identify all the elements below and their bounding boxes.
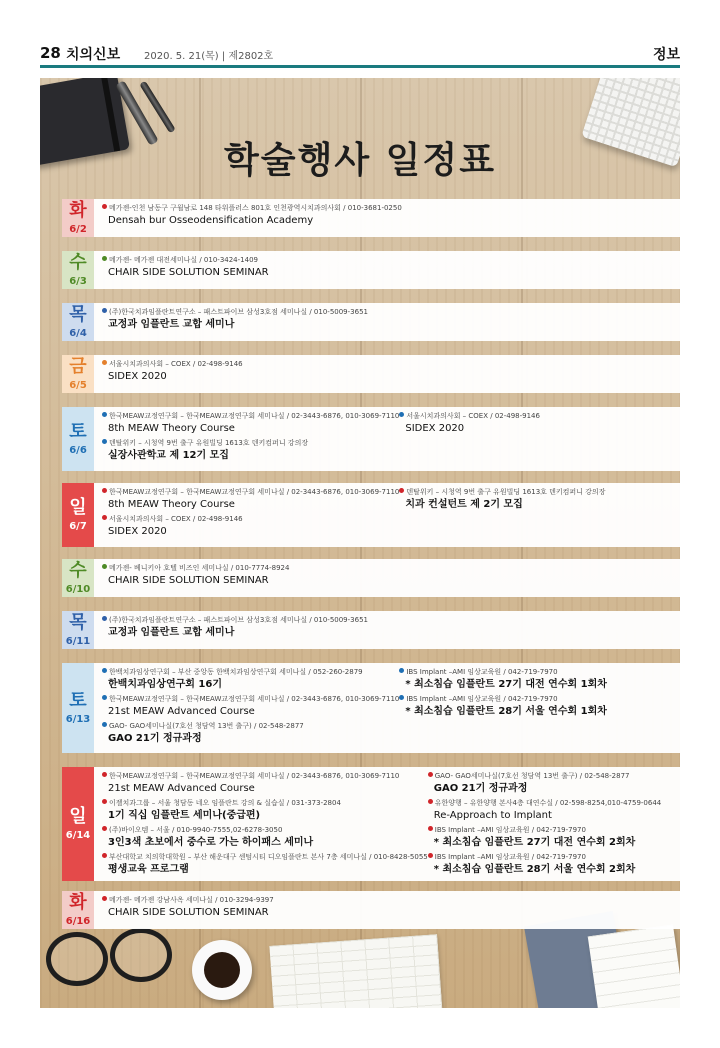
entry-event-title: 교정과 임플란트 교합 세미나 [108, 319, 235, 330]
day-tab [62, 611, 94, 649]
date-label: 6/11 [65, 635, 91, 647]
entry-organizer-text: (주)한국치과임플란트연구소 – 패스트파이브 삼성3호점 세미나실 / 010-5009-3651 [109, 616, 368, 624]
entry-organizer [102, 563, 392, 574]
bullet-icon [102, 308, 107, 313]
entry-organizer [102, 667, 399, 678]
events-column-right [392, 255, 676, 282]
entry-organizer-text: 메가젠- 베니키아 호텔 비즈인 세미나실 / 010-7774-8924 [109, 564, 290, 572]
events-column-left [102, 895, 392, 922]
schedule-entry [399, 411, 676, 435]
schedule-entry [102, 255, 392, 279]
page-number: 28 [40, 44, 61, 62]
schedule-row [62, 355, 680, 393]
weekday-label: 토 [69, 689, 87, 711]
date-label: 6/4 [69, 327, 87, 339]
glasses-icon [42, 924, 172, 984]
day-tab [62, 891, 94, 929]
events-panel [94, 251, 680, 289]
entry-organizer-text: 덴탈위키 – 시청역 9번 출구 유원빌딩 1613호 덴키컴퍼니 강의장 [109, 439, 309, 447]
schedule-entry [428, 852, 676, 876]
bullet-icon [399, 668, 404, 673]
entry-organizer-text: 부산대학교 치의학대학원 – 부산 해운대구 센텀시티 디오임플란트 본사 7층 세미나실 / 010-8428-5055 [109, 853, 428, 861]
entry-organizer-text: IBS Implant –AMI 임상교육원 / 042-719-7970 [434, 826, 586, 834]
date-label: 6/2 [69, 223, 87, 235]
entry-organizer-text: 서울시치과의사회 – COEX / 02-498-9146 [406, 412, 540, 420]
bullet-icon [102, 564, 107, 569]
entry-event-title: 1기 직십 임플란트 세미나(중급편) [108, 810, 261, 821]
entry-organizer-text: 이젤치과그룹 – 서울 청담동 네오 임플란트 강의 & 실습실 / 031-373-2804 [109, 799, 341, 807]
schedule-entry [102, 307, 392, 331]
bullet-icon [428, 853, 433, 858]
entry-organizer [102, 438, 399, 449]
entry-organizer-text: 메가젠- 메가젠 대전세미나실 / 010-3424-1409 [109, 256, 258, 264]
entry-organizer [102, 895, 392, 906]
day-tab [62, 767, 94, 881]
events-column-left [102, 615, 392, 642]
events-column-left [102, 255, 392, 282]
entry-event-title: 치과 컨설턴트 제 2기 모집 [405, 499, 523, 510]
weekday-label: 금 [69, 355, 87, 377]
date-label: 6/5 [69, 379, 87, 391]
bullet-icon [102, 515, 107, 520]
events-column-right [428, 771, 676, 879]
weekday-label: 목 [69, 303, 87, 325]
events-column-right [402, 203, 676, 230]
entry-organizer-text: 한백치과임상연구회 – 부산 중앙동 한백치과임상연구회 세미나실 / 052-260-2879 [109, 668, 363, 676]
entry-event-title: 21st MEAW Advanced Course [108, 706, 255, 717]
entry-organizer-text: 서울시치과의사회 – COEX / 02-498-9146 [109, 515, 243, 523]
entry-organizer-text: IBS Implant –AMI 임상교육원 / 042-719-7970 [406, 668, 558, 676]
events-column-left [102, 307, 392, 334]
entry-event-title: GAO 21기 정규과정 [108, 733, 202, 744]
events-column-left [102, 771, 428, 879]
entry-organizer-text: 한국MEAW교정연구회 – 한국MEAW교정연구회 세미나실 / 02-3443-6876, 010-3069-7110 [109, 695, 400, 703]
weekday-label: 수 [69, 559, 87, 581]
section-label: 정보 [652, 47, 680, 63]
entry-organizer [428, 798, 676, 809]
bullet-icon [102, 412, 107, 417]
schedule-entry [102, 771, 428, 795]
entry-organizer [428, 825, 676, 836]
schedule-entry [102, 411, 399, 435]
entry-event-title: * 최소침습 임플란트 28기 서울 연수회 1회차 [405, 706, 607, 717]
header-rule [40, 65, 680, 68]
entry-organizer [102, 721, 399, 732]
schedule-entry [102, 615, 392, 639]
issue-date: 2020. 5. 21(목) | 제2802호 [144, 51, 274, 62]
schedule-row [62, 483, 680, 547]
events-panel [94, 891, 680, 929]
schedule-entry [102, 798, 428, 822]
bullet-icon [102, 772, 107, 777]
entry-organizer [102, 825, 428, 836]
schedule-entry [102, 825, 428, 849]
bullet-icon [102, 204, 107, 209]
entry-event-title: CHAIR SIDE SOLUTION SEMINAR [108, 907, 269, 918]
entry-organizer-text: 유한양행 – 유한양행 본사4층 대연수실 / 02-598-8254,010-4759-0644 [434, 799, 662, 807]
schedule-row [62, 199, 680, 237]
newspaper-name: 치의신보 [66, 47, 121, 63]
entry-organizer [428, 771, 676, 782]
entry-event-title: 21st MEAW Advanced Course [108, 783, 255, 794]
schedule-entry [102, 852, 428, 876]
entry-event-title: * 최소침습 임플란트 27기 대전 연수회 1회차 [405, 679, 607, 690]
day-tab [62, 355, 94, 393]
events-panel [94, 407, 680, 471]
events-panel [94, 303, 680, 341]
events-panel [94, 663, 680, 753]
date-label: 6/13 [65, 713, 91, 725]
entry-organizer [399, 487, 676, 498]
date-label: 6/3 [69, 275, 87, 287]
events-column-left [102, 203, 402, 230]
day-tab [62, 199, 94, 237]
schedule-row [62, 767, 680, 881]
events-column-right [392, 615, 676, 642]
bullet-icon [102, 360, 107, 365]
entry-organizer-text: 한국MEAW교정연구회 – 한국MEAW교정연구회 세미나실 / 02-3443-6876, 010-3069-7110 [109, 488, 400, 496]
entry-event-title: SIDEX 2020 [108, 526, 167, 537]
day-tab [62, 559, 94, 597]
events-column-left [102, 487, 399, 541]
day-tab [62, 483, 94, 547]
bullet-icon [399, 412, 404, 417]
entry-organizer [102, 487, 399, 498]
events-panel [94, 611, 680, 649]
bullet-icon [399, 695, 404, 700]
entry-organizer [399, 694, 676, 705]
schedule-row [62, 611, 680, 649]
events-column-right [399, 487, 676, 541]
bullet-icon [102, 668, 107, 673]
entry-organizer-text: 한국MEAW교정연구회 – 한국MEAW교정연구회 세미나실 / 02-3443-6876, 010-3069-7110 [109, 772, 400, 780]
schedule-entry [102, 667, 399, 691]
bullet-icon [102, 488, 107, 493]
events-column-left [102, 667, 399, 748]
schedule-entry [399, 694, 676, 718]
entry-organizer [102, 255, 392, 266]
entry-event-title: CHAIR SIDE SOLUTION SEMINAR [108, 575, 269, 586]
schedule-entry [428, 825, 676, 849]
entry-organizer [102, 771, 428, 782]
events-column-right [399, 667, 676, 748]
entry-event-title: CHAIR SIDE SOLUTION SEMINAR [108, 267, 269, 278]
entry-organizer [102, 359, 392, 370]
events-panel [94, 483, 680, 547]
bullet-icon [102, 896, 107, 901]
entry-organizer [102, 615, 392, 626]
entry-event-title: SIDEX 2020 [405, 423, 465, 434]
schedule-entry [102, 895, 392, 919]
entry-organizer-text: GAO- GAO세미나실(7호선 청담역 13번 출구) / 02-548-2877 [109, 722, 304, 730]
events-panel [94, 199, 680, 237]
weekday-label: 토 [69, 420, 87, 442]
bullet-icon [428, 772, 433, 777]
entry-event-title: * 최소침습 임플란트 27기 대전 연수회 2회차 [433, 837, 636, 848]
schedule-entry [102, 721, 399, 745]
bullet-icon [428, 826, 433, 831]
schedule-row [62, 303, 680, 341]
schedule-entry [102, 694, 399, 718]
entry-organizer [102, 203, 402, 214]
weekday-label: 일 [69, 805, 87, 827]
entry-event-title: 교정과 임플란트 교합 세미나 [108, 627, 235, 638]
entry-event-title: 한백치과임상연구회 16기 [108, 679, 222, 690]
bullet-icon [102, 799, 107, 804]
events-panel [94, 559, 680, 597]
bullet-icon [102, 616, 107, 621]
schedule-row [62, 663, 680, 753]
date-label: 6/10 [65, 583, 91, 595]
events-column-right [392, 307, 676, 334]
entry-event-title: Re-Approach to Implant [433, 810, 552, 821]
schedule-row [62, 407, 680, 471]
day-tab [62, 251, 94, 289]
events-column-left [102, 563, 392, 590]
entry-event-title: 8th MEAW Theory Course [108, 499, 235, 510]
entry-event-title: 평생교육 프로그램 [108, 864, 189, 875]
bullet-icon [102, 695, 107, 700]
weekday-label: 화 [69, 891, 87, 913]
events-column-left [102, 411, 399, 465]
schedule-entry [399, 487, 676, 511]
events-column-right [392, 563, 676, 590]
entry-organizer-text: 서울시치과의사회 – COEX / 02-498-9146 [109, 360, 243, 368]
entry-organizer-text: IBS Implant –AMI 임상교육원 / 042-719-7970 [406, 695, 558, 703]
date-label: 6/7 [69, 520, 87, 532]
schedule-row [62, 251, 680, 289]
coffee-cup-icon [192, 940, 252, 1000]
entry-event-title: * 최소침습 임플란트 28기 서울 연수회 2회차 [433, 864, 636, 875]
bullet-icon [102, 826, 107, 831]
entry-organizer [102, 514, 399, 525]
entry-organizer-text: 메가젠- 메가젠 강남사옥 세미나실 / 010-3294-9397 [109, 896, 274, 904]
date-label: 6/16 [65, 915, 91, 927]
entry-organizer [102, 852, 428, 863]
entry-organizer-text: IBS Implant –AMI 임상교육원 / 042-719-7970 [434, 853, 586, 861]
bullet-icon [102, 439, 107, 444]
entry-event-title: SIDEX 2020 [108, 371, 167, 382]
weekday-label: 수 [69, 251, 87, 273]
schedule-entry [102, 487, 399, 511]
entry-organizer [102, 411, 399, 422]
schedule-entry [102, 438, 399, 462]
events-column-left [102, 359, 392, 386]
bullet-icon [102, 853, 107, 858]
entry-organizer [399, 667, 676, 678]
notepad-icon [588, 924, 680, 1008]
events-panel [94, 767, 680, 881]
schedule-entry [428, 771, 676, 795]
date-label: 6/14 [65, 829, 91, 841]
entry-event-title: Densah bur Osseodensification Academy [108, 215, 314, 226]
events-panel [94, 355, 680, 393]
entry-organizer-text: (주)바이오템 – 서울 / 010-9940-7555,02-6278-3050 [109, 826, 283, 834]
schedule-entry [399, 667, 676, 691]
events-column-right [392, 895, 676, 922]
events-column-right [392, 359, 676, 386]
weekday-label: 화 [69, 199, 87, 221]
entry-organizer-text: GAO- GAO세미나실(7호선 청담역 13번 출구) / 02-548-2877 [434, 772, 630, 780]
masthead [40, 44, 680, 64]
bullet-icon [428, 799, 433, 804]
weekday-label: 목 [69, 611, 87, 633]
schedule-entry [102, 514, 399, 538]
schedule-row [62, 891, 680, 929]
entry-event-title: 실장사관학교 제 12기 모집 [108, 450, 229, 461]
page-title: 학술행사 일정표 [224, 140, 496, 181]
entry-organizer-text: 한국MEAW교정연구회 – 한국MEAW교정연구회 세미나실 / 02-3443-6876, 010-3069-7110 [109, 412, 400, 420]
entry-organizer-text: (주)한국치과임플란트연구소 – 패스트파이브 삼성3호점 세미나실 / 010-5009-3651 [109, 308, 368, 316]
entry-organizer [102, 798, 428, 809]
entry-organizer [102, 307, 392, 318]
entry-event-title: 3인3색 초보에서 중수로 가는 하이패스 세미나 [108, 837, 314, 848]
bullet-icon [102, 256, 107, 261]
events-column-right [399, 411, 676, 465]
schedule-entry [102, 203, 402, 227]
schedule-entry [102, 359, 392, 383]
entry-organizer [428, 852, 676, 863]
schedule-entry [102, 563, 392, 587]
entry-organizer [102, 694, 399, 705]
weekday-label: 일 [69, 496, 87, 518]
entry-organizer-text: 덴탈위키 – 시청역 9번 출구 유원빌딩 1613호 덴키컴퍼니 강의장 [406, 488, 606, 496]
entry-organizer-text: 메가젠-인천 남동구 구월남로 148 타워플러스 801호 인천광역시치과의사회 / 010-3681-0250 [109, 204, 402, 212]
blueprint-icon [269, 934, 442, 1008]
entry-event-title: GAO 21기 정규과정 [433, 783, 528, 794]
bullet-icon [399, 488, 404, 493]
bullet-icon [102, 722, 107, 727]
entry-event-title: 8th MEAW Theory Course [108, 423, 235, 434]
schedule-board [40, 78, 680, 1008]
day-tab [62, 663, 94, 753]
day-tab [62, 407, 94, 471]
entry-organizer [399, 411, 676, 422]
schedule-row [62, 559, 680, 597]
schedule-entry [428, 798, 676, 822]
day-tab [62, 303, 94, 341]
date-label: 6/6 [69, 444, 87, 456]
